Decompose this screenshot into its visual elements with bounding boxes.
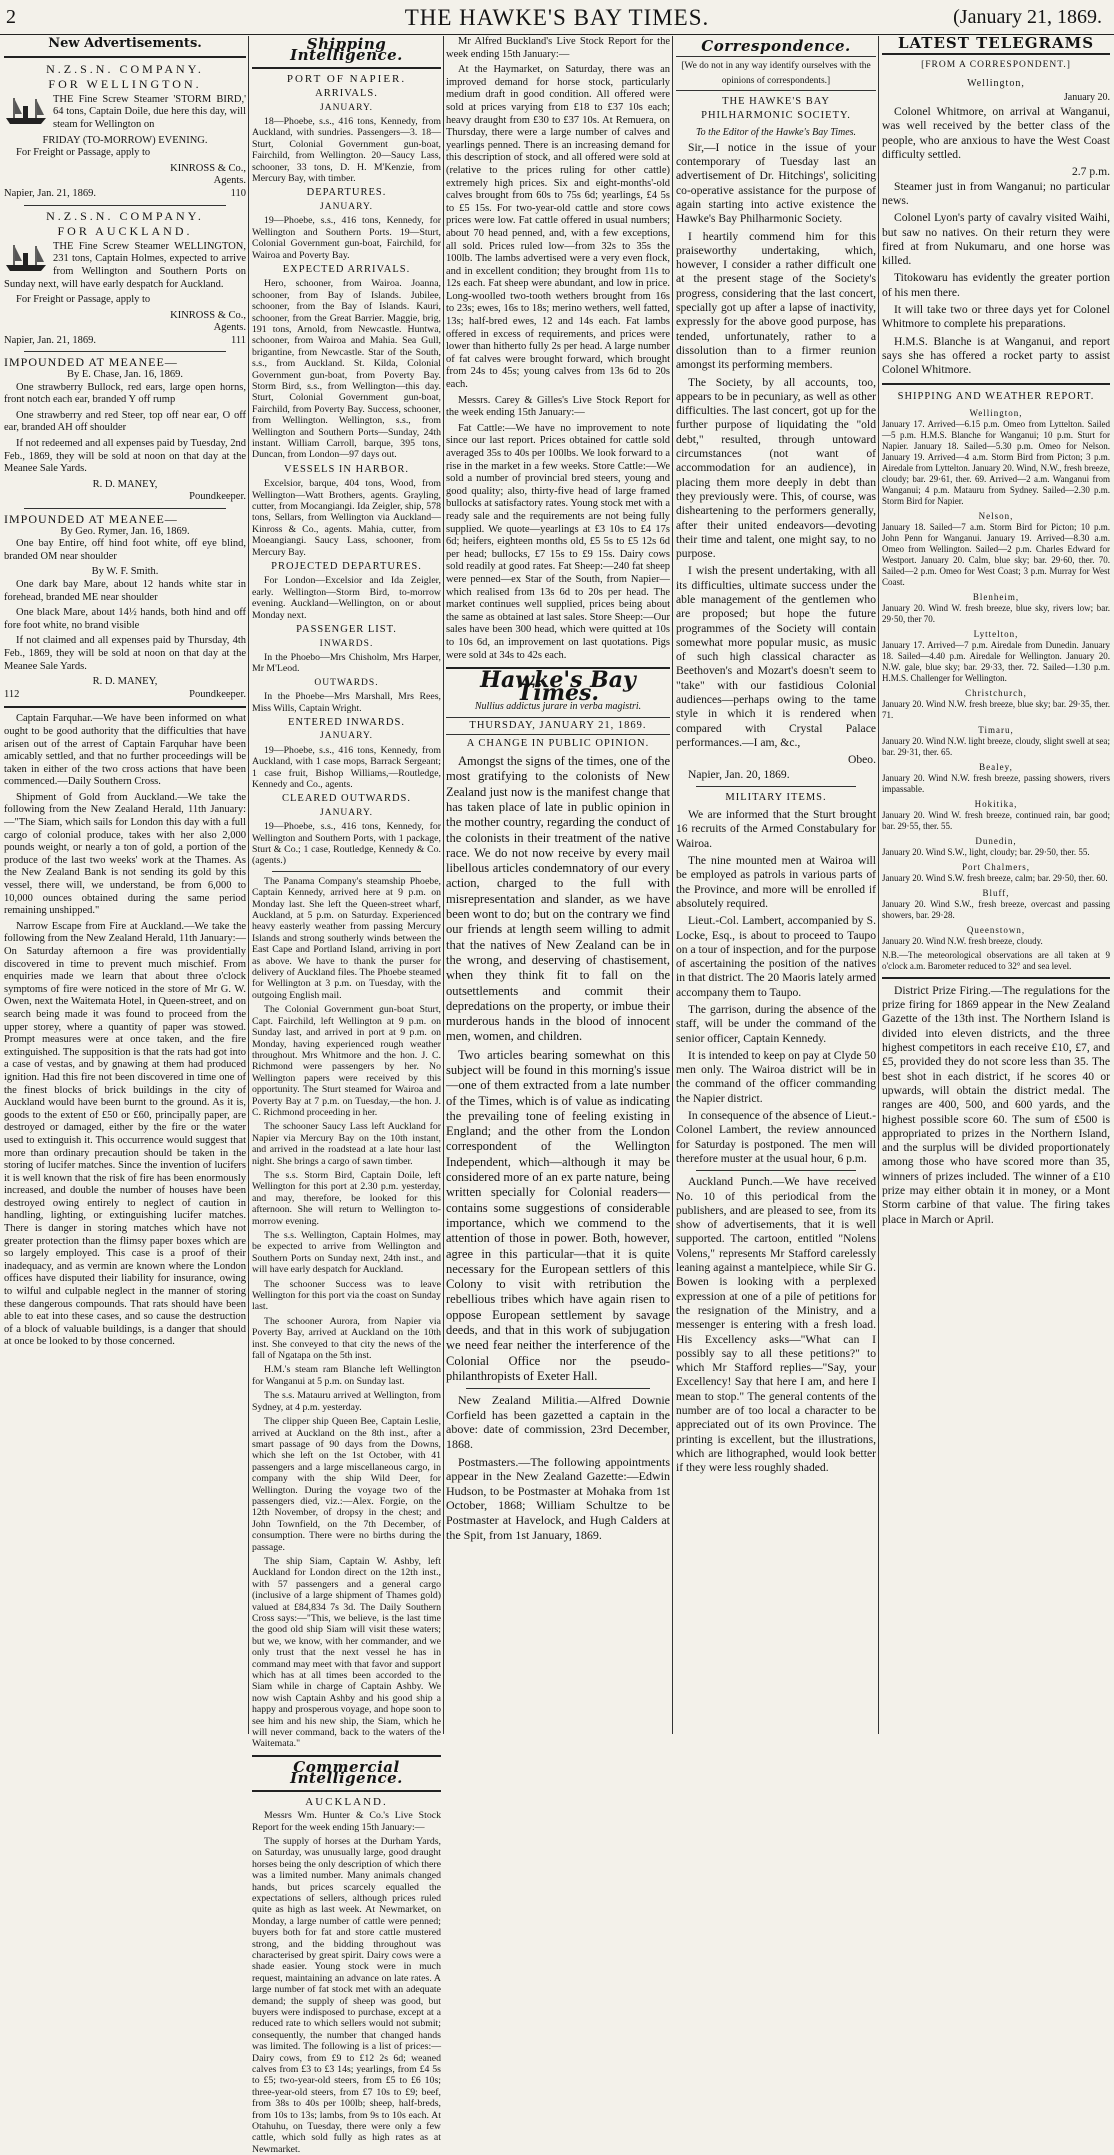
cleared-list: 19—Phoebe, s.s., 416 tons, Kennedy, for Wellington and Southern Ports, with 1 package, Sturt & Co.; 1 case, Routledge, Kennedy & Co. (agents.): [252, 821, 441, 867]
page-number: 2: [6, 6, 16, 28]
report-body: At the Haymarket, on Saturday, there was an improved demand for horse stock, particularly medium draft in good condition. All offered were sold at prices varying from £18 to £37 10s each; heavy draught from £30 to £37 10s. At Remuera, on Thursday, there were a large number of calves and yearlings penned. There is an increasing demand for this description of stock, and all offered were sold at (relative to the prices ruling for other cattle) extremely high prices. Six and eight-months'-old calves brought from 60s to 75s 6d; yearlings, £4 5s to £5 15s. For two-year-old cattle and store cows prices were low. Fat cattle offered in usual numbers; about 70 head penned, and, with a few exceptions, all sold. Prices ruled low—from 32s to 35s the 100lb. The lambs advertised were a very even flock, and in excellent condition; they brought from 11s to 12s each. Fat sheep were abundant, and low in price. Long-woolled two-tooth wethers brought from 16s to 23s; ewes, 16s to 18s; merino wethers, well fatted, 13s; half-bred ewes, 12 and 14s each. Fat lambs offered in excess of requirements, and prices were lower than hitherto fully 2s per head. A large number of fat calves were brought forward, which brought from 24s to 45s; young calves from 13s 6d to 20s each.: [446, 64, 670, 391]
column-editorial: [446, 36, 670, 1734]
section-heading: Shipping Intelligence.: [290, 35, 403, 65]
projected-heading: PROJECTED DEPARTURES.: [271, 561, 422, 573]
letter-paragraph: Sir,—I notice in the issue of your contemporary of Tuesday last an advertisement of Dr. Hitchings', soliciting co-operative assistance for the purpose of again starting into active existence the Hawke's Bay Philharmonic Society.: [676, 140, 876, 226]
column-correspondence: [676, 36, 876, 1734]
telegram-place: Wellington,: [967, 77, 1025, 89]
expected-list: Hero, schooner, from Wairoa. Joanna, schooner, from Bay of Islands. Jubilee, schooner, from the Bay of Islands. Kauri, schooner, from the Great Barrier. Maggie, brig, 191 tons, Arnold, from Newcastle. Huntwa, schooner, from Wairoa and Mahia. Sea Gull, brigantine, from Newcastle. Star of the South, s.s., from Auckland. St. Kilda, Colonial Government gun-boat, from Poverty Bay. Storm Bird, s.s., from Wellington—this day. Sturt, Colonial Government gun-boat, Fairchild, from Poverty Bay. Success, schooner, from Wellington. Wellington, s.s., from Wellington and Southern Ports—Sunday, 24th instant. William Carroll, barque, 395 tons, Duncan, from London—97 days out.: [252, 278, 441, 461]
report-place: Bluff,: [982, 887, 1010, 898]
impounded-notice-1: [4, 356, 246, 504]
divider: [24, 351, 226, 352]
ad-agents: KINROSS & Co.,: [170, 309, 246, 321]
divider: [24, 508, 226, 509]
news-paragraph: The clipper ship Queen Bee, Captain Leslie, arrived at Auckland on the 8th inst., after a smart passage of 90 days from the Downs, which she left on the 1st October, with 41 passengers and a large miscellaneous cargo, in company with the ship Wild Deer, for Wellington. During the voyage two of the passengers died, viz.:—Alex. Forgie, on the 12th November, of dropsy in the chest; and John Townfield, on the 7th December, of consumption. There were no births during the passage.: [252, 1416, 441, 1553]
telegram-paragraph: Colonel Lyon's party of cavalry visited Waihi, but saw no natives. On their return they were fired at from Nukumaru, and one horse was killed.: [882, 211, 1110, 268]
news-paragraph: The ship Siam, Captain W. Ashby, left Auckland for London direct on the 12th inst., with 57 passengers and a general cargo (inclusive of a large shipment of Thames gold) valued at £84,834 7s 3d. The Daily Southern Cross says:—"This, we believe, is the last time the good old ship Siam will visit these waters; but we, we know, with her commander, and we only trust that the next vessel he has in command may meet with that favor and support which has at all times been accorded to the Siam while in charge of Captain Ashby. We now wish Captain Ashby and his good ship a happy and prosperous voyage, and hope soon to see him and his new ship, the Siam, which he will never command, back to the waters of the Waitemata.": [252, 1555, 441, 1750]
poundkeeper-role: Poundkeeper.: [189, 491, 246, 503]
telegram-paragraph: Titokowaru has evidently the greater portion of his men there.: [882, 271, 1110, 299]
news-paragraph: Shipment of Gold from Auckland.—We take the following from the New Zealand Herald, 11th January:—"The Siam, which sails for London this day with a full cargo of colonial produce, takes with her also 2,000 pounds weight, or nearly a ton of gold, a portion of the produce of the last two weeks' work at the Thames. As the New Zealand Bank is not sending its gold by this vessel, there will, we understand, be from 6,000 to 10,000 ounces obtained during the same period remaining unshipped.": [4, 791, 246, 917]
section-heading: Commercial Intelligence.: [290, 1757, 403, 1788]
column-rule: [672, 36, 673, 1734]
dateline: THURSDAY, JANUARY 21, 1869.: [446, 717, 670, 736]
letter-paragraph: I wish the present undertaking, with all its difficulties, ultimate success under the able management of the gentlemen who are proposed; but hope the future programmes of the Society will contain somewhat more popular music, as music of such high classical character as Beethoven's and Mozart's doesn't seem to "take" with our fastidious Colonial audiences—perhaps owing to the tame style in which it is rendered when compared with Crystal Palace performances.—I am, &c.,: [676, 564, 876, 749]
ad-sailing: FRIDAY (TO-MORROW) EVENING.: [42, 134, 208, 146]
divider: [4, 56, 246, 58]
notice-terms: If not claimed and all expenses paid by Thursday, 4th Feb., 1869, they will be sold at noon on that day at the Meanee Sale Yards.: [4, 635, 246, 672]
report-place: Wellington,: [969, 407, 1023, 418]
report-entry: January 20. Wind S.W., light, cloudy; bar. 29·50, ther. 55.: [882, 846, 1090, 857]
report-entry: January 20. Wind N.W. fresh breeze, passing showers, rivers impassable.: [882, 772, 1110, 794]
news-paragraph: It is intended to keep on pay at Clyde 50 men only. The Wairoa district will be in the command of the officer commanding the Napier district.: [676, 1048, 876, 1105]
passenger-heading: PASSENGER LIST.: [296, 624, 397, 636]
notice-title: IMPOUNDED AT MEANEE—: [4, 512, 178, 526]
news-paragraph: District Prize Firing.—The regulations for the prize firing for 1869 appear in the New Zealand Gazette of the 13th inst. The Northern Island is divided into eleven districts, and the three highest competitors in each receive £10, £7, and £5, provided they do not score less than 35. The best shot in each district, if he scores 40 or upwards, will obtain the district medal. The ranges are 400, 500, and 600 yards, and the highest possible score 60. The sum of £500 is appropriated to prizes in the Northern Island, and the surplus will be divided proportionately among those who have scored more than 35, winners of prizes included. The winner of a £10 prize may either obtain it in money, or a Mont Storm carbine of that value. The firing takes place in March or April.: [882, 983, 1110, 1226]
news-paragraph: We are informed that the Sturt brought 16 recruits of the Armed Constabulary for Wairoa.: [676, 808, 876, 850]
divider: [696, 786, 856, 787]
expected-heading: EXPECTED ARRIVALS.: [282, 263, 411, 275]
report-place: Dunedin,: [975, 835, 1017, 846]
news-paragraph: Postmasters.—The following appointments appear in the New Zealand Gazette:—Edwin Hudson, to be Postmaster at Mohaka from 1st October, 1868; William Schultze to be Postmaster at Havelock, and Hugh Calders at the Spit, from 1st January, 1869.: [446, 1454, 670, 1542]
divider: [252, 67, 441, 69]
report-body: Fat Cattle:—We have no improvement to note since our last report. Prices obtained for cattle sold averaged 35s to 40s per 100lbs. We look forward to a rise in the market in a few weeks. Store Cattle:—We sold a number of provincial bred steers, young and good quality; also, thirty-five head of large framed bullocks at satisfactory rates. Young stock met with a ready sale and the requirements are not being fully supplied. We quote—yearlings at £3 10s to £4 17s 6d; heifers, eighteen months old, £5 5s to £5 12s 6d per head; bullocks, £7 15s to £9 15s. Dairy cows sold readily at good rates. Fat Sheep:—240 fat sheep were penned—ex Star of the South, from Napier—which realised from 13s 6d to 20s per head. The market continues well supplied, prices being about the same as obtained at last sales. Store Sheep:—Our sales have been 300 head, which were quitted at 10s to 10s 6d, an improvement on last quotations. Pigs were sold at 34s to 42s each.: [446, 422, 670, 661]
poundkeeper-role: Poundkeeper.: [189, 688, 246, 700]
passenger-inwards: In the Phoebo—Mrs Chisholm, Mrs Harper, Mr M'Leod.: [252, 651, 441, 675]
report-entry: January 20. Wind S.W. fresh breeze, calm; bar. 29·50, ther. 60.: [882, 872, 1108, 883]
ad-number: 111: [231, 334, 246, 346]
ad-body: THE Fine Screw Steamer WELLINGTON, 231 tons, Captain Holmes, expected to arrive from Wellington and Southern Ports on Sunday next, will have early despatch for Auckland.: [4, 240, 246, 290]
divider: [882, 977, 1110, 979]
harbour-heading: VESSELS IN HARBOR.: [283, 463, 410, 475]
news-paragraph: In consequence of the absence of Lieut.-Colonel Lambert, the review announced for Saturday is postponed. The men will therefore muster at the usual hour, 6 p.m.: [676, 1109, 876, 1165]
passenger-outwards: In the Phoebe—Mrs Marshall, Mrs Rees, Miss Wills, Captain Wright.: [252, 691, 441, 714]
notice-by: By W. F. Smith.: [91, 566, 159, 578]
advertisement-storm-bird: [4, 63, 246, 201]
ad-freight: For Freight or Passage, apply to: [16, 294, 151, 306]
article-heading: MILITARY ITEMS.: [725, 791, 827, 803]
news-paragraph: Lieut.-Col. Lambert, accompanied by S. Locke, Esq., is about to proceed to Taupo on a tour of inspection, and for the purpose of ascertaining the position of the natives in that district. The 20 Maoris lately armed accompany them to Taupo.: [676, 914, 876, 999]
news-paragraph: The Colonial Government gun-boat Sturt, Capt. Fairchild, left Wellington at 9 p.m. on Sunday last, and arrived in port at 9 p.m. on Monday, having experienced rough weather throughout. Mrs Whitmore and the hon. J. C. Richmond were passengers by her. No Wellington papers were received by this opportunity. The Sturt steamed for Wairoa and Poverty Bay at 7 p.m. on Tuesday,—the hon. J. C. Richmond proceeding in her.: [252, 1004, 441, 1118]
notice-title: IMPOUNDED AT MEANEE—: [4, 355, 178, 370]
letter-paragraph: The Society, by all accounts, too, appears to be in pecuniary, as well as other difficulties. The last concert, got up for the further purpose of liquidating the "old debt," resulted, through untoward circumstances (not want of accommodation for an audience), in placing them more deeply in debt than they previously were. This, of course, was disheartening to the performers generally, after their united endeavors—devoting their time and talent, one might say, to no purpose.: [676, 375, 876, 561]
entered-heading: ENTERED INWARDS.: [288, 716, 405, 728]
divider: [24, 205, 226, 206]
ad-agents: KINROSS & Co.,: [170, 162, 246, 174]
telegram-paragraph: Colonel Whitmore, on arrival at Wanganui, was well received by the better class of the people, who are anxious to have the West Coast difficulty settled.: [882, 105, 1110, 162]
notice-item: One black Mare, about 14½ hands, both hind and off fore foot white, no brand visible: [4, 607, 246, 631]
ad-number: 110: [230, 187, 246, 199]
arrivals-list: 18—Phoebe, s.s., 416 tons, Kennedy, from Auckland, with sundries. Passengers—3. 18—Sturt, Colonial Government gun-boat, Fairchild, from Wellington. 20—Saucy Lass, schooner, 33 tons, D. H. M'Kenzie, from Mercury Bay, with timber.: [252, 116, 441, 185]
telegram-date: January 20.: [1063, 91, 1110, 103]
divider: [252, 1755, 441, 1757]
place-heading: AUCKLAND.: [305, 1795, 388, 1808]
news-paragraph: The schooner Success was to leave Wellington for this port via the coast on Sunday last.: [252, 1278, 441, 1313]
notice-terms: If not redeemed and all expenses paid by Tuesday, 2nd Feb., 1869, they will be sold at noon on that day at the Meanee Sale Yards.: [4, 438, 246, 475]
news-paragraph: The s.s. Storm Bird, Captain Doile, left Wellington for this port at 2.30 p.m. yesterday, and may, therefore, be looked for this afternoon. She will return to Wellington to-morrow evening.: [252, 1169, 441, 1227]
newspaper-title: THE HAWKE'S BAY TIMES.: [404, 5, 710, 30]
section-heading: New Advertisements.: [48, 36, 202, 51]
report-note: N.B.—The meteorological observations are all taken at 9 o'clock a.m. Barometer reduced to 32° and sea level.: [882, 949, 1110, 971]
report-place: Port Chalmers,: [962, 861, 1030, 872]
column-shipping: [252, 35, 441, 2155]
outwards-label: OUTWARDS.: [314, 677, 379, 688]
notice-item: One strawberry and red Steer, top off near ear, O off ear, branded AH off shoulder: [4, 409, 246, 434]
divider: [272, 871, 421, 872]
news-paragraph: Narrow Escape from Fire at Auckland.—We take the following from the New Zealand Herald, 11th January:—On Saturday afternoon a fire was providentially discovered in time to prevent much mischief. From enquiries made we learn that about three o'clock symptoms of fire were noticed in the store of Mr G. W. Owen, next the Waitemata Hotel, in Queen-street, and on search being made it was found to proceed from the upper storey, where a quantity of paper was stowed. Prompt measures were at once taken, and the fire extinguished. The supposition is that the rats had got into a case of vestas, and by gnawing at them had produced ignition. Had this fire not been discovered in time one of the finest blocks of brick buildings in the city of Auckland would have been burnt to the ground. As it is, goods to the extent of £50 or £60, principally paper, are destroyed or damaged, either by the fire or the water used to extinguish it. This occurrence would suggest that more than ordinary precaution should be taken in the storing of lucifer matches. Since the invention of lucifers it is well known that the risk of fire has been enormously increased, and double the number of houses have been destroyed owing entirely to neglect of caution in handling, lighting, or extinguishing lucifer matches. There is danger in storing matches which have not greater protection than the flimsy paper boxes which are so largely employed. This case is a proof of their inadequacy, and as vermin are known where the London offices have disputed their liability for insurance, owing to wilful and culpable neglect in the manner of storing these dangerous compounds. That rats should have been able to eat into these cases, and so cause the destruction of a block of valuable buildings, is a danger that should at once be looked to by those concerned.: [4, 920, 246, 1348]
inwards-label: INWARDS.: [319, 638, 374, 649]
impounded-notice-2: [4, 513, 246, 701]
column-advertisements: [4, 36, 246, 1734]
letter-addressee: To the Editor of the Hawke's Bay Times.: [695, 127, 857, 139]
ad-agents-role: Agents.: [213, 175, 246, 187]
news-paragraph: The s.s. Matauru arrived at Wellington, from Sydney, at 4 p.m. yesterday.: [252, 1390, 441, 1413]
article-paragraph: Two articles bearing somewhat on this subject will be found in this morning's issue—one of them extracted from a late number of the Times, which is of value as indicating the prevailing tone of feeling existing in England; and the other from the London correspondent of the Wellington Independent, which—although it may be considered more of an ex parte nature, being written specially for Colonial readers—contains some suggestions of considerable importance, which we commend to the attention of those in power. Both, however, agree in this particular—that it is quite necessary for the European settlers of this Colony to visit with retribution the rebellious tribes which have again risen to oppose European settlement by savage deeds, and that in this work of subjugation we need fear neither the interference of the Colonial Office nor the pseudo-philanthropists of Exeter Hall.: [446, 1047, 670, 1383]
report-place: Hokitika,: [974, 798, 1018, 809]
shipping-weather-report: [882, 408, 1110, 972]
telegram-paragraph: It will take two or three days yet for Colonel Whitmore to complete his preparations.: [882, 303, 1110, 331]
steamship-icon: [4, 96, 48, 126]
divider: [696, 1170, 856, 1171]
news-paragraph: H.M.'s steam ram Blanche left Wellington for Wanganui at 5 p.m. on Sunday last.: [252, 1364, 441, 1387]
arrivals-heading: ARRIVALS.: [315, 88, 378, 100]
telegram-paragraph: Steamer just in from Wanganui; no particular news.: [882, 179, 1110, 207]
column-rule: [878, 36, 879, 1734]
news-paragraph: The Panama Company's steamship Phoebe, Captain Kennedy, arrived here at 9 p.m. on Monday last. She left the Queen-street wharf, Auckland, at 5 p.m. on Saturday. Experienced heavy easterly weather from passing Mercury Islands and strong southerly winds between the East Cape and Portland Island, arriving in port as above. We have to thank the purser for delivery of Auckland files. The Phoebe steamed for Wellington at 3 p.m. on Tuesday, with the outgoing English mail.: [252, 875, 441, 1001]
month-label: JANUARY.: [320, 731, 373, 742]
issue-date: (January 21, 1869.: [953, 6, 1102, 28]
ad-place-date: Napier, Jan. 21, 1869.: [4, 334, 97, 346]
entered-list: 19—Phoebe, s.s., 416 tons, Kennedy, from Auckland, with 1 case mops, Barrack Sergeant; 1 case fruit, Bishop Williams,—Routledge, Kennedy and Co., agents.: [252, 744, 441, 790]
advertisement-wellington: [4, 210, 246, 348]
report-entry: January 20. Wind S.W., fresh breeze, overcast and passing showers, bar. 29·28.: [882, 898, 1110, 920]
report-entry: January 17. Arrived—7 p.m. Airedale from Dunedin. January 18. Sailed—4.40 p.m. Airedale for Wellington. January 20. N.W. gale, blue sky; bar. 29·33, ther. 72. Sailed—1.30 p.m. H.M.S. Challenger for Wellington.: [882, 639, 1110, 683]
ad-destination: FOR WELLINGTON.: [48, 77, 202, 92]
report-body: The supply of horses at the Durham Yards, on Saturday, was unusually large, good draught horses being the only description of which there was a limited number. Many animals changed hands, but prices scarcely equalled the expectations of sellers, although prices ruled quite as high as last week. At Newmarket, on Monday, a large number of cattle were penned; buyers both for fat and store cattle mustered strong, and the bidding throughout was characterised by great spirit. Dairy cows were a shade easier. Young stock were in much request, maintaining an advance on late rates. A large number of fat stock met with an adequate demand; the supply of sheep was good, but buyers were indisposed to purchase, except at a reduced rate to which sellers would not submit; consequently, the number that changed hands was limited. The following is a list of prices:—Dairy cows, from £9 to £12 2s 6d; weaned calves from £3 to £3 14s; yearlings, from £4 5s to £5; two-year-old steers, from £5 to £6 10s; three-year-old steers, from £7 10s to £9; beef, from 38s to 40s per 100lb; sheep, half-breds, from 10s to 13s; lambs, from 9s to 10s each. At Otahuhu, on Tuesday, there were only a few cattle, which sold fully as high rates as at Newmarket.: [252, 1835, 441, 2155]
motto: Nullius addictus jurare in verba magistri.: [474, 701, 642, 713]
ad-freight: For Freight or Passage, apply to: [16, 147, 151, 159]
notice-item: One strawberry Bullock, red ears, large open horns, front notch each ear, branded Y off rump: [4, 381, 246, 406]
telegram-source: [FROM A CORRESPONDENT.]: [921, 60, 1071, 71]
section-heading: Correspondence.: [701, 37, 851, 55]
telegram-paragraph: H.M.S. Blanche is at Wanganui, and report says she has offered a rocket party to assist Colonel Whitmore.: [882, 334, 1110, 377]
news-paragraph: Captain Farquhar.—We have been informed on what ought to be good authority that the difficulties that have arisen out of the arrest of Captain Farquhar have been amicably settled, and that no further proceedings will be taken in either of the two cross actions that have been commenced.—Daily Southern Cross.: [4, 713, 246, 788]
ad-place-date: Napier, Jan. 21, 1869.: [4, 187, 97, 199]
report-entry: January 20. Wind N.W. light breeze, cloudy, slight swell at sea; bar. 29·31, ther. 65.: [882, 735, 1110, 757]
departures-list: 19—Phoebe, s.s., 416 tons, Kennedy, for Wellington and Southern Ports. 19—Sturt, Colonial Government gun-boat, Fairchild, for Wairoa and Poverty Bay.: [252, 215, 441, 261]
report-place: Blenheim,: [972, 591, 1020, 602]
column-rule: [248, 36, 249, 1734]
departures-heading: DEPARTURES.: [306, 187, 387, 199]
divider: [882, 383, 1110, 385]
port-heading: PORT OF NAPIER.: [286, 72, 407, 85]
news-paragraph: The nine mounted men at Wairoa will be employed as patrols in various parts of the Province, and more will be enrolled if absolutely required.: [676, 854, 876, 910]
report-place: Lyttelton,: [973, 628, 1019, 639]
month-label: JANUARY.: [320, 102, 373, 113]
news-paragraph: The schooner Aurora, from Napier via Poverty Bay, arrived at Auckland on the 10th inst. She conveyed to that city the news of the fall of Ngatapa on the 5th inst.: [252, 1315, 441, 1362]
article-paragraph: Amongst the signs of the times, one of the most gratifying to the colonists of New Zealand just now is the manifest change that has taken place of late in public opinion in the mother country, regarding the conduct of the colonists in their treatment of the native race. We do not now receive by every mail libellous articles condemnatory of our every action, charged to the full with misrepresentation and slander, as we have been wont to do; but on the contrary we find our friends at length seem willing to admit that the natives of New Zealand can be in the wrong, and deserving of chastisement, when they think fit to fall on the outsettlements and commit their depredations on the property, or imbue their murderous hands in the blood of innocent men, women, and children.: [446, 754, 670, 1044]
column-telegrams: [882, 36, 1110, 1734]
report-entry: January 20. Wind N.W. fresh breeze, cloudy.: [882, 935, 1043, 946]
ad-number: 112: [4, 688, 20, 700]
article-heading: A CHANGE IN PUBLIC OPINION.: [466, 738, 650, 750]
ad-body: THE Fine Screw Steamer 'STORM BIRD,' 64 tons, Captain Doile, due here this day, will steam for Wellington on: [53, 93, 246, 130]
disclaimer: [We do not in any way identify ourselves with the opinions of correspondents.]: [676, 56, 876, 91]
column-rule: [443, 36, 444, 1734]
news-paragraph: The s.s. Wellington, Captain Holmes, may be expected to arrive from Wellington and Southern Ports on Sunday next, 24th inst., and will have early despatch for Auckland.: [252, 1230, 441, 1276]
editorial-masthead: Hawke's Bay Times.: [480, 667, 636, 706]
ad-company: N.Z.S.N. COMPANY.: [46, 208, 204, 223]
news-paragraph: Auckland Punch.—We have received No. 10 of this periodical from the publishers, and are pleased to see, from its show of advertisements, that it is well supported. The cartoon, entitled "Nolens Volens," represents Mr Stafford carelessly leaning against a mantelpiece, while Sir G. Bowen is looking with a perplexed expression at one of a pile of petitions for the resignation of the Ministry, and a messenger is entering with a fresh load. His Excellency asks—"What can I possibly say to all these petitions?" to which Mr Stafford replies—"Say, your Excellency! Say that here I am, and here I mean to stop." The general contents of the number are of too local a character to be appreciated out of its own Province. The printing is excellent, but the illustrations, which are lithographed, would look better if they were less roughly shaded.: [676, 1175, 876, 1475]
report-heading: Mr Alfred Buckland's Live Stock Report for the week ending 15th January:—: [446, 36, 670, 60]
steamship-icon: [4, 243, 48, 273]
letter-signature: Obeo.: [847, 753, 876, 767]
divider: [466, 1388, 650, 1389]
telegram-time: 2.7 p.m.: [1071, 165, 1110, 179]
report-heading: Messrs Wm. Hunter & Co.'s Live Stock Report for the week ending 15th January:—: [252, 1810, 441, 1833]
report-place: Bealey,: [979, 761, 1013, 772]
notice-item: One dark bay Mare, about 12 hands white star in forehead, branded ME near shoulder: [4, 578, 246, 603]
section-heading: LATEST TELEGRAMS: [882, 36, 1110, 55]
report-heading: Messrs. Carey & Gilles's Live Stock Report for the week ending 15th January:—: [446, 394, 670, 419]
report-heading: SHIPPING AND WEATHER REPORT.: [897, 390, 1095, 402]
news-paragraph: The garrison, during the absence of the staff, will be under the command of the senior officer, Captain Kennedy.: [676, 1003, 876, 1045]
divider: [4, 706, 246, 708]
report-place: Christchurch,: [965, 687, 1027, 698]
news-paragraph: New Zealand Militia.—Alfred Downie Corfield has been gazetted a captain in the above: date of commission, 23rd December, 1868.: [446, 1393, 670, 1452]
report-place: Nelson,: [978, 510, 1014, 521]
month-label: JANUARY.: [320, 201, 373, 212]
report-entry: January 18. Sailed—7 a.m. Storm Bird for Picton; 10 p.m. John Penn for Wanganui. January 19. Arrived—8.30 a.m. Omeo from Wellington. Sailed—2 p.m. Charles Edward for Westport. January 20. Calm, blue sky; bar. 29·60, ther. 70. Sailed—2 p.m. Omeo for West Coast; 3 p.m. Murray for West Coast.: [882, 521, 1110, 587]
letter-heading: THE HAWKE'S BAY PHILHARMONIC SOCIETY.: [701, 95, 851, 122]
harbour-list: Excelsior, barque, 404 tons, Wood, from Wellington—Watt Brothers, agents. Grayling, cutter, from Mocangiangi. Ida Zeigler, ship, 578 tons, Sellars, from Wellington via Auckland—Kinross & Co., agents. Mahia, cutter, from Moeangiangi. Saucy Lass, schooner, from Mercury Bay.: [252, 478, 441, 558]
projected-list: For London—Excelsior and Ida Zeigler, early. Wellington—Storm Bird, to-morrow evening. Auckland—Wellington, on or about Monday next.: [252, 575, 441, 621]
poundkeeper-name: R. D. MANEY,: [92, 478, 158, 490]
report-place: Queenstown,: [966, 924, 1026, 935]
news-paragraph: The schooner Saucy Lass left Auckland for Napier via Mercury Bay on the 10th instant, and arrived in the roadstead at a late hour last night. She brings a cargo of sawn timber.: [252, 1121, 441, 1167]
report-entry: January 20. Wind N.W. fresh breeze, blue sky; bar. 29·35, ther. 71.: [882, 698, 1110, 720]
report-entry: January 20. Wind W. fresh breeze, blue sky, rivers low; bar. 29·50, ther 70.: [882, 602, 1110, 624]
poundkeeper-name: R. D. MANEY,: [92, 676, 158, 688]
report-place: Timaru,: [978, 724, 1014, 735]
letter-place: Napier, Jan. 20, 1869.: [688, 767, 790, 781]
ad-company: N.Z.S.N. COMPANY.: [46, 61, 204, 76]
ad-agents-role: Agents.: [213, 322, 246, 334]
masthead: [0, 0, 1114, 35]
report-entry: January 20. Wind W. fresh breeze, continued rain, bar good; bar. 29·55, ther. 55.: [882, 809, 1110, 831]
report-entry: January 17. Arrived—6.15 p.m. Omeo from Lyttelton. Sailed—5 p.m. H.M.S. Blanche for Wanganui; 10 p.m. Sturt for Napier. January 18. Sailed—5.30 p.m. Omeo for Nelson. January 19. Arrived—4 a.m. Storm Bird from Picton; 3 p.m. Airedale from Lyttelton. January 20. Wind, N.W., fresh breeze, cloudy; bar. 29·61, ther. 69. Arrived—2 a.m. Wanganui from Wanganui; 4 p.m. Matauru from Sydney. Sailed—2.30 p.m. Storm Bird for Napier.: [882, 418, 1110, 506]
cleared-heading: CLEARED OUTWARDS.: [282, 793, 411, 805]
notice-by: By E. Chase, Jan. 16, 1869.: [66, 369, 184, 381]
divider: [252, 1790, 441, 1792]
letter-paragraph: I heartily commend him for this praiseworthy undertaking, which, however, I consider a rather difficult one at the present stage of the Society's progress, considering that the last concert, specially got up after a lapse of inactivity, expressly for the above good purpose, has tended, unfortunately, rather to a dissolution than to a firmer reunion amongst its performing members.: [676, 229, 876, 372]
ad-destination: FOR AUCKLAND.: [57, 224, 193, 239]
notice-item: One bay Entire, off hind foot white, off eye blind, branded OM near shoulder: [4, 538, 246, 562]
month-label: JANUARY.: [320, 807, 373, 818]
notice-by: By Geo. Rymer, Jan. 16, 1869.: [60, 525, 190, 537]
